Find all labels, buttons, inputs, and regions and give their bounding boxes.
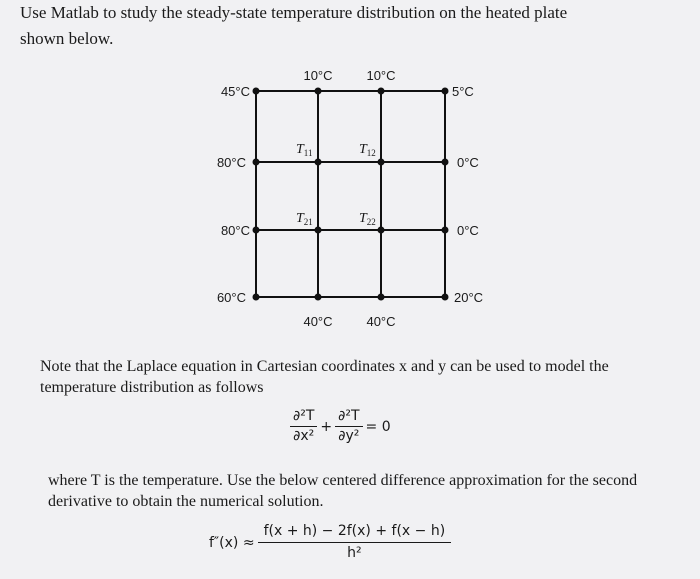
approx-numerator: f(x + h) − 2f(x) + f(x − h) xyxy=(258,523,452,543)
node-corner-bottom-right xyxy=(442,294,449,301)
right-label-3: 0°C xyxy=(457,223,479,238)
note-paragraph: Note that the Laplace equation in Cartesian coordinates x and y can be used to model the temperature distribution as follows xyxy=(40,358,609,396)
node-right-1 xyxy=(442,159,449,166)
intro-line-1: Use Matlab to study the steady-state temperature distribution on the heated plate xyxy=(20,3,568,22)
laplace-rhs: = 0 xyxy=(365,418,391,435)
node-corner-top-right xyxy=(442,88,449,95)
node-left-2 xyxy=(253,227,260,234)
node-top-1 xyxy=(315,88,322,95)
laplace-term-x xyxy=(290,408,317,445)
grid-nodes xyxy=(253,88,449,301)
unknown-t12-base: T xyxy=(359,142,367,157)
node-t12 xyxy=(378,159,385,166)
laplace-term-x-num: ∂²T xyxy=(290,408,317,427)
node-corner-bottom-left xyxy=(253,294,260,301)
node-bottom-1 xyxy=(315,294,322,301)
laplace-plus: + xyxy=(320,418,333,435)
difference-approximation xyxy=(206,523,451,562)
left-label-2: 80°C xyxy=(216,155,246,170)
node-top-2 xyxy=(378,88,385,95)
node-bottom-2 xyxy=(378,294,385,301)
where-paragraph: where T is the temperature. Use the below centered difference approximation for the second derivative to obtain the numerical solution. xyxy=(48,472,638,510)
unknown-t21-sub: 21 xyxy=(303,217,313,227)
unknown-t12 xyxy=(359,142,376,158)
unknown-t11-sub: 11 xyxy=(303,148,313,158)
approx-fraction xyxy=(258,523,452,562)
laplace-term-y-den: ∂y² xyxy=(338,428,360,444)
unknown-t11 xyxy=(296,142,312,158)
node-corner-top-left xyxy=(253,88,260,95)
node-left-1 xyxy=(253,159,260,166)
bottom-label-1: 40°C xyxy=(303,314,333,329)
top-label-1: 10°C xyxy=(303,68,333,83)
unknown-t22-sub: 22 xyxy=(366,217,376,227)
unknown-t12-sub: 12 xyxy=(366,148,376,158)
top-label-2: 10°C xyxy=(366,68,396,83)
left-label-1: 45°C xyxy=(220,84,250,99)
unknown-t22-base: T xyxy=(359,211,367,226)
left-label-4: 60°C xyxy=(216,290,246,305)
node-right-2 xyxy=(442,227,449,234)
laplace-term-y xyxy=(335,408,362,445)
unknown-t22 xyxy=(359,211,376,227)
node-t11 xyxy=(315,159,322,166)
approx-denominator: h² xyxy=(347,545,362,561)
bottom-label-2: 40°C xyxy=(366,314,396,329)
grid-lines xyxy=(256,91,445,297)
unknown-t21-base: T xyxy=(296,211,304,226)
node-t21 xyxy=(315,227,322,234)
laplace-term-y-num: ∂²T xyxy=(335,408,362,427)
approx-lhs: f″(x) ≈ xyxy=(209,534,255,551)
intro-line-2: shown below. xyxy=(20,29,114,48)
left-label-3: 80°C xyxy=(220,223,250,238)
right-label-2: 0°C xyxy=(457,155,479,170)
right-label-4: 20°C xyxy=(454,290,484,305)
laplace-term-x-den: ∂x² xyxy=(293,428,315,444)
node-t22 xyxy=(378,227,385,234)
laplace-equation xyxy=(290,408,394,445)
unknown-t11-base: T xyxy=(296,142,304,157)
unknown-t21 xyxy=(296,211,313,227)
right-label-1: 5°C xyxy=(452,84,474,99)
